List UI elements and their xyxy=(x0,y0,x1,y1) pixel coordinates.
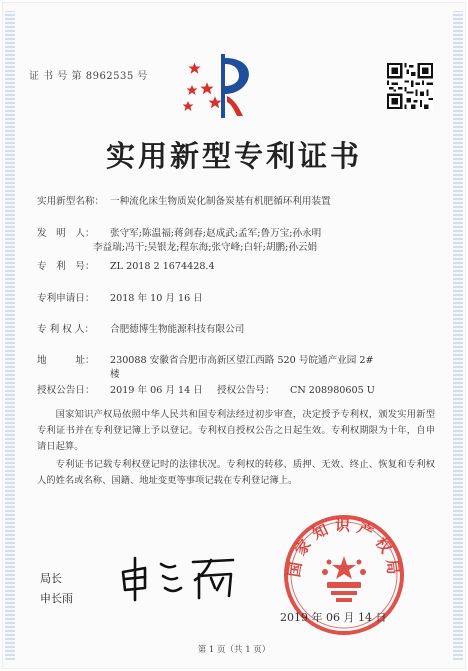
address-line1: 230088 安徽省合肥市高新区望江西路 520 号皖通产业园 2# xyxy=(110,355,374,366)
patentee-label: 专 利 权 人： xyxy=(37,324,95,335)
inventors-label: 发 明 人： xyxy=(37,228,95,239)
invention-name-label: 实用新型名称： xyxy=(37,196,105,207)
seal-date: 2019 年 06 月 14 日 xyxy=(280,611,387,624)
page-footer: 第 1 页（共 1 页） xyxy=(197,645,271,655)
field-inventors xyxy=(3,227,465,257)
address-line2: 楼 xyxy=(110,369,120,380)
legal-paragraph-1: 国家知识产权局依照中华人民共和国专利法经过初步审查，决定授予专利权，颁发实用新型专利证书并在专利登记簿上予以登记。专利权自授权公告之日起生效。专利权期限为十年，自申请日起算。 xyxy=(37,409,435,452)
invention-name-value: 一种流化床生物质炭化制备炭基有机肥循环利用装置 xyxy=(110,196,331,207)
inventors-line1: 张守军;陈温福;蒋剑春;赵成武;孟军;鲁万宝;孙永明 xyxy=(110,228,322,239)
patent-number-label: 专 利 号： xyxy=(37,261,95,272)
legal-paragraph-2: 专利证书记载专利权登记时的法律状况。专利权的转移、质押、无效、终止、恢复和专利权人的姓名或名称、国籍、地址变更等事项记载在专利登记簿上。 xyxy=(37,459,435,486)
field-address xyxy=(3,354,465,384)
announcement-number-value: CN 208980605 U xyxy=(290,385,375,396)
seal-text: 国家知识产权局 xyxy=(285,516,403,582)
certificate-number: 证 书 号 第 8962535 号 xyxy=(29,71,148,82)
document-title: 实用新型专利证书 xyxy=(105,139,362,173)
application-date-value: 2018 年 10 月 16 日 xyxy=(110,293,203,304)
left-security-border xyxy=(5,11,15,660)
application-date-label: 专利申请日： xyxy=(37,293,95,304)
patentee-value: 合肥德博生物能源科技有限公司 xyxy=(110,324,245,335)
handwritten-signature xyxy=(115,554,241,602)
patent-number-value: ZL 2018 2 1674428.4 xyxy=(110,261,215,272)
signature-printed-name: 申长雨 xyxy=(40,592,73,605)
certificate-page xyxy=(2,2,466,669)
right-security-border xyxy=(453,11,463,660)
inventors-line2: 李益瑞;冯干;吴银龙;程东海;张守峰;白轩;胡鹏;孙云娟 xyxy=(93,242,318,253)
announcement-number-label: 授权公告号： xyxy=(217,385,275,396)
cnipa-logo-icon xyxy=(183,50,259,122)
signature-role: 局长 xyxy=(40,572,62,585)
announcement-date-value: 2019 年 06 月 14 日 xyxy=(110,385,203,396)
address-label: 地 址： xyxy=(37,355,95,366)
qr-code xyxy=(387,63,433,109)
announcement-date-label: 授权公告日： xyxy=(37,385,95,396)
